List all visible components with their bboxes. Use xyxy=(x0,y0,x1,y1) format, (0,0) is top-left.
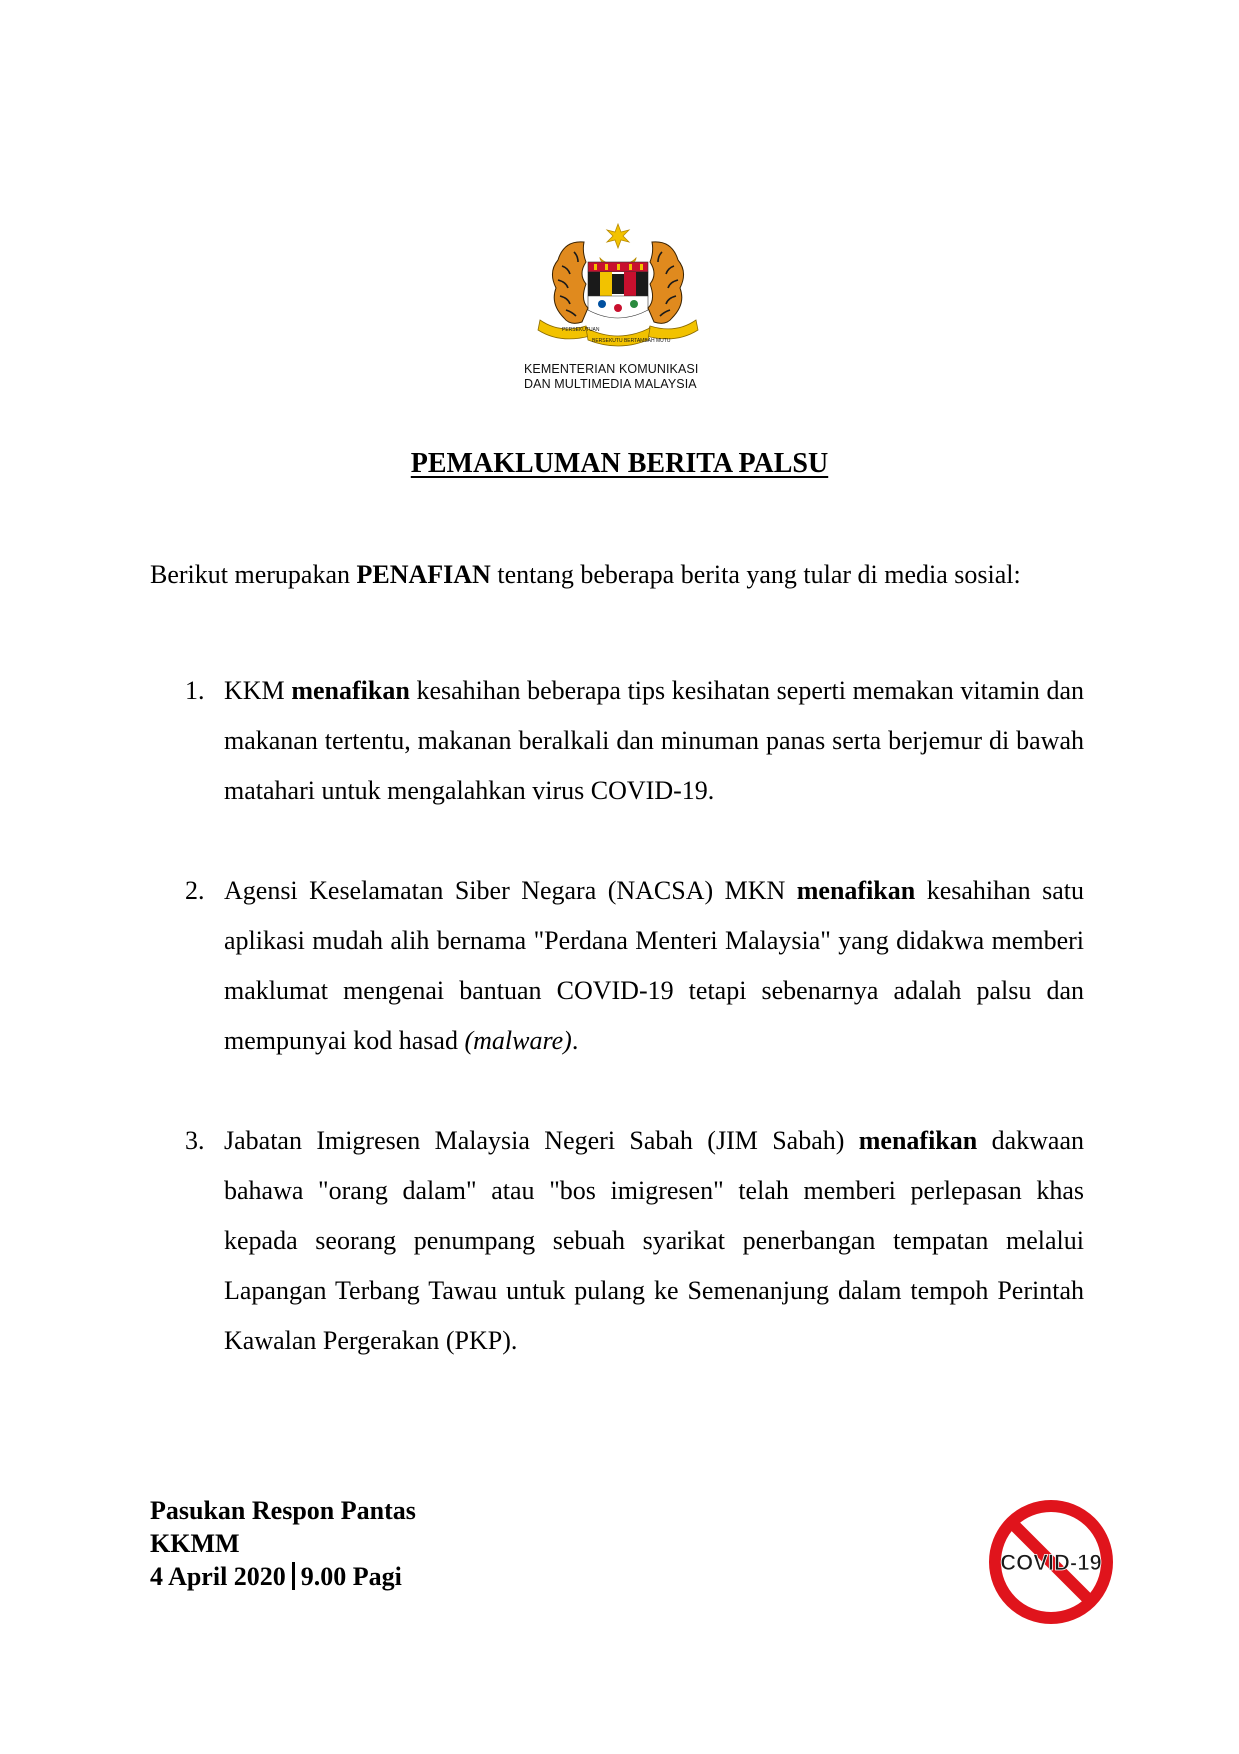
list-item-number: 1. xyxy=(185,676,205,705)
list-item-before: Agensi Keselamatan Siber Negara (NACSA) MKN xyxy=(224,876,797,905)
intro-after: tentang beberapa berita yang tular di media sosial: xyxy=(490,560,1021,589)
list-item-end: . xyxy=(571,1026,579,1055)
no-covid-badge-icon xyxy=(987,1498,1115,1626)
ministry-name xyxy=(524,362,724,392)
badge-text: COVID-19 xyxy=(1000,1550,1102,1575)
ministry-line-1: KEMENTERIAN KOMUNIKASI xyxy=(524,362,699,376)
date-time xyxy=(150,1560,416,1593)
team-name: Pasukan Respon Pantas xyxy=(150,1496,416,1525)
list-item-after: dakwaan bahawa "orang dalam" atau "bos imigresen" telah memberi perlepasan khas kepada seorang penumpang sebuah syarikat penerbangan tempatan melalui Lapangan Terbang Tawau untuk pulang ke Semenanjung dalam tempoh Perintah Kawalan Pergerakan (PKP). xyxy=(224,1126,1084,1355)
ministry-line-2: DAN MULTIMEDIA MALAYSIA xyxy=(524,377,697,391)
list-item-number: 2. xyxy=(185,876,205,905)
list-item xyxy=(150,1116,1084,1366)
page-title: PEMAKLUMAN BERITA PALSU xyxy=(410,448,829,479)
intro-paragraph xyxy=(150,550,1084,600)
organization-name: KKMM xyxy=(150,1529,240,1558)
time: 9.00 Pagi xyxy=(300,1562,402,1591)
coat-of-arms-icon xyxy=(530,222,706,352)
list-item-before: KKM xyxy=(224,676,292,705)
crest-motto-top: PERSEKUTUAN xyxy=(562,327,600,333)
crest-motto-bottom: BERSEKUTU BERTAMBAH MUTU xyxy=(592,338,671,344)
list-item-bold: menafikan xyxy=(291,676,410,705)
date: 4 April 2020 xyxy=(150,1562,286,1591)
list-item-before: Jabatan Imigresen Malaysia Negeri Sabah (JIM Sabah) xyxy=(224,1126,859,1155)
list-item-bold: menafikan xyxy=(858,1126,978,1155)
list-item-bold: menafikan xyxy=(796,876,916,905)
list-item xyxy=(150,866,1084,1066)
list-item-italic: (malware) xyxy=(464,1026,572,1055)
denial-list xyxy=(150,666,1084,1366)
list-item-after: kesahihan satu aplikasi mudah alih bernama "Perdana Menteri Malaysia" yang didakwa memberi maklumat mengenai bantuan COVID-19 tetapi sebenarnya adalah palsu dan mempunyai kod hasad xyxy=(224,876,1085,1055)
intro-before: Berikut merupakan xyxy=(150,560,357,589)
list-item xyxy=(150,666,1084,816)
signature-block xyxy=(150,1494,416,1593)
separator-bar xyxy=(292,1562,295,1590)
list-item-after: kesahihan beberapa tips kesihatan seperti memakan vitamin dan makanan tertentu, makanan beralkali dan minuman panas serta berjemur di bawah matahari untuk mengalahkan virus COVID-19. xyxy=(224,676,1084,805)
intro-bold: PENAFIAN xyxy=(356,560,491,589)
list-item-number: 3. xyxy=(185,1126,205,1155)
